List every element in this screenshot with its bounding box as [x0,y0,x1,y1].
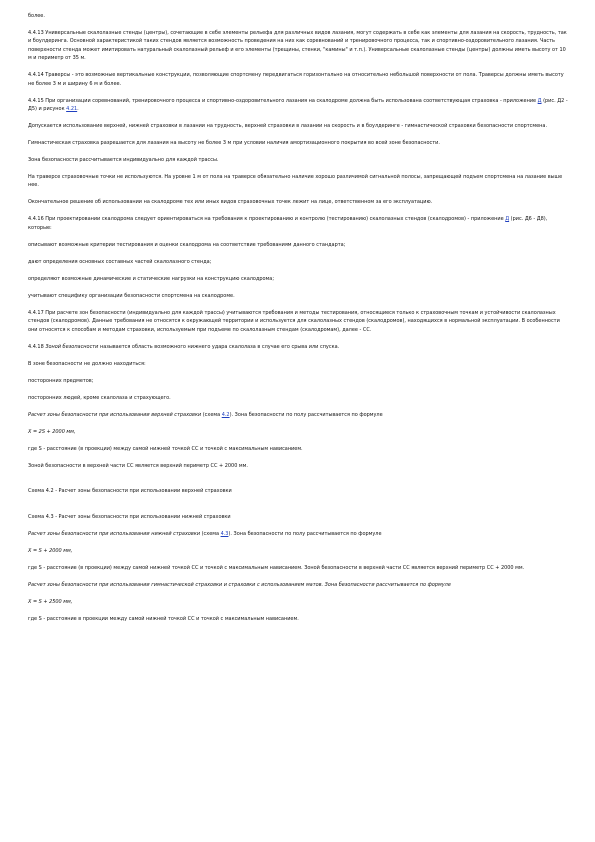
text-run: (схема [201,411,222,418]
appendix-link[interactable]: Д [537,97,542,104]
text-run: ). Зона безопасности по полу рассчитывается по формуле [228,530,382,537]
document-page [28,12,568,623]
paragraph-4-4-18 [28,343,568,351]
formula: X = 2S + 2000 мм, [28,428,76,435]
paragraph: где S - расстояние (в проекции) между самой нижней точкой СС и точкой с максимальным нависанием. Зоной безопасности в верхней части СС является верхний периметр СС + 2000 мм. [28,564,525,571]
paragraph: где S - расстояние (в проекции) между самой нижней точкой СС и точкой с максимальным нависанием. [28,445,303,452]
list-item: посторонних людей, кроме скалолаза и страхующего. [28,394,171,401]
paragraph: Гимнастическая страховка разрешается для лазания на высоту не более 3 м при условии наличия амортизационного покрытия во всей зоне безопасности. [28,140,440,147]
text-run: Расчет зоны безопасности при использовании верхней страховки [28,411,202,418]
formula: X = S + 2500 мм, [28,598,73,605]
paragraph-lead-belay [28,530,568,538]
scheme-caption: Схема 4.3 - Расчет зоны безопасности при использовании нижней страховки [28,513,231,520]
text-run: 4.4.16 При проектировании скалодрома следует ориентироваться на требования к проектированию и контролю (тестированию) скалолазных стендов (скалодромов) - приложение [28,216,506,223]
text-run: 4.4.15 При организации соревнований, тренировочного процесса и спортивно-оздоровительного лазания на скалодроме должна быть использована соответствующая страховка - приложение [28,97,538,104]
scheme-link[interactable]: 4.3 [220,530,229,537]
list-item: учитывают специфику организации безопасности спортсмена на скалодроме. [28,292,235,299]
text-run: называется область возможного нижнего удара скалолаза в случае его срыва или спуска. [98,343,340,350]
text-run: (рис. Д6 - Д8), которые: [28,216,548,231]
formula: X = S + 2000 мм, [28,547,73,554]
list-item: дают определения основных составных частей скалолазного стенда; [28,258,212,265]
text-run: 4.4.18 [28,343,46,350]
paragraph: В зоне безопасности не должно находиться: [28,360,146,367]
paragraph: где S - расстояние в проекции между самой нижней точкой СС и точкой с максимальным нависанием. [28,615,299,622]
scheme-link[interactable]: 4.2 [221,411,230,418]
term: Зоной безопасности [45,343,99,350]
paragraph: На траверсе страховочные точки не используются. На уровне 1 м от пола на траверсе обязательно наличие хорошо различимой сигнальной полосы, запрещающей подъем спортсмена на лазание выше нее. [28,174,563,189]
paragraph-top-belay [28,411,568,419]
text-run: Расчет зоны безопасности при использовании нижней страховки [28,530,201,537]
text-run: . [77,106,79,113]
list-item: посторонних предметов; [28,377,94,384]
paragraph: более. [28,13,45,19]
paragraph: 4.4.14 Траверсы - это возможные вертикальные конструкции, позволяющие спортсмену передвигаться горизонтально на относительно небольшой поверхности от пола. Траверсы должны иметь высоту не более 3 м и ширину 6 м и более. [28,72,564,87]
text-run: (схема [200,530,221,537]
paragraph: Расчет зоны безопасности при использовании гимнастической страховки и страховки с использованием матов. Зона безопасности рассчитывается по формуле [28,581,451,588]
paragraph: Зона безопасности рассчитывается индивидуально для каждой трассы. [28,157,219,164]
paragraph: Зоной безопасности в верхней части СС является верхний периметр СС + 2000 мм. [28,462,248,469]
scheme-caption: Схема 4.2 - Расчет зоны безопасности при использовании верхней страховки [28,488,232,495]
appendix-link[interactable]: Д [505,216,510,223]
paragraph: 4.4.17 При расчете зон безопасности (индивидуально для каждой трассы) учитываются требования и методы тестирования, относящиеся только к страховочным точкам и устойчивости скалолазных стендов (скалодромов). Данные требования не относятся к окружающей территории и используется для скалолазных стендов (скалодромов), находящихся в нормальной эксплуатации. В особенности они относятся к способам и методам страховки, используемым при подъеме по скалолазным стендам (скалодромам), далее - СС. [28,309,560,333]
paragraph: Допускается использование верхней, нижней страховки в лазании на трудность, верхней страховки в лазании на скорость и в боулдеринге - гимнастической страховки безопасности спортсмена. [28,123,548,130]
paragraph: 4.4.13 Универсальные скалолазные стенды (центры), сочетающие в себе элементы рельефа для различных видов лазания, могут содержать в себе как элементы для лазания на скорость, трудность, так и боулдеринга. Основной характеристикой таких стендов является возможность проведения на них как соревнований и тренировочного процесса, так и спортивно-оздоровительного лазания. Часть поверхности стенда может имитировать натуральный скалолазный рельеф и его элементы (трещины, стенки, "камины" и т.п.). Универсальные скалолазные стенды (центры) должны иметь высоту от 10 м и периметр от 35 м. [28,30,567,62]
list-item: описывают возможные критерии тестирования и оценки скалодрома на соответствие требованиям данного стандарта; [28,241,346,248]
text-run: (рис. Д2 - Д5) и рисунок [28,97,568,113]
text-run: ). Зона безопасности по полу рассчитывается по формуле [229,411,383,418]
paragraph-4-4-16 [28,215,568,232]
paragraph: Окончательное решение об использовании на скалодроме тех или иных видов страховочных точек лежит на лице, ответственном за его эксплуатацию. [28,199,433,206]
figure-link[interactable]: 4.21 [66,106,78,113]
list-item: определяют возможные динамические и статические нагрузки на конструкцию скалодрома; [28,275,274,282]
paragraph-4-4-15 [28,97,568,114]
